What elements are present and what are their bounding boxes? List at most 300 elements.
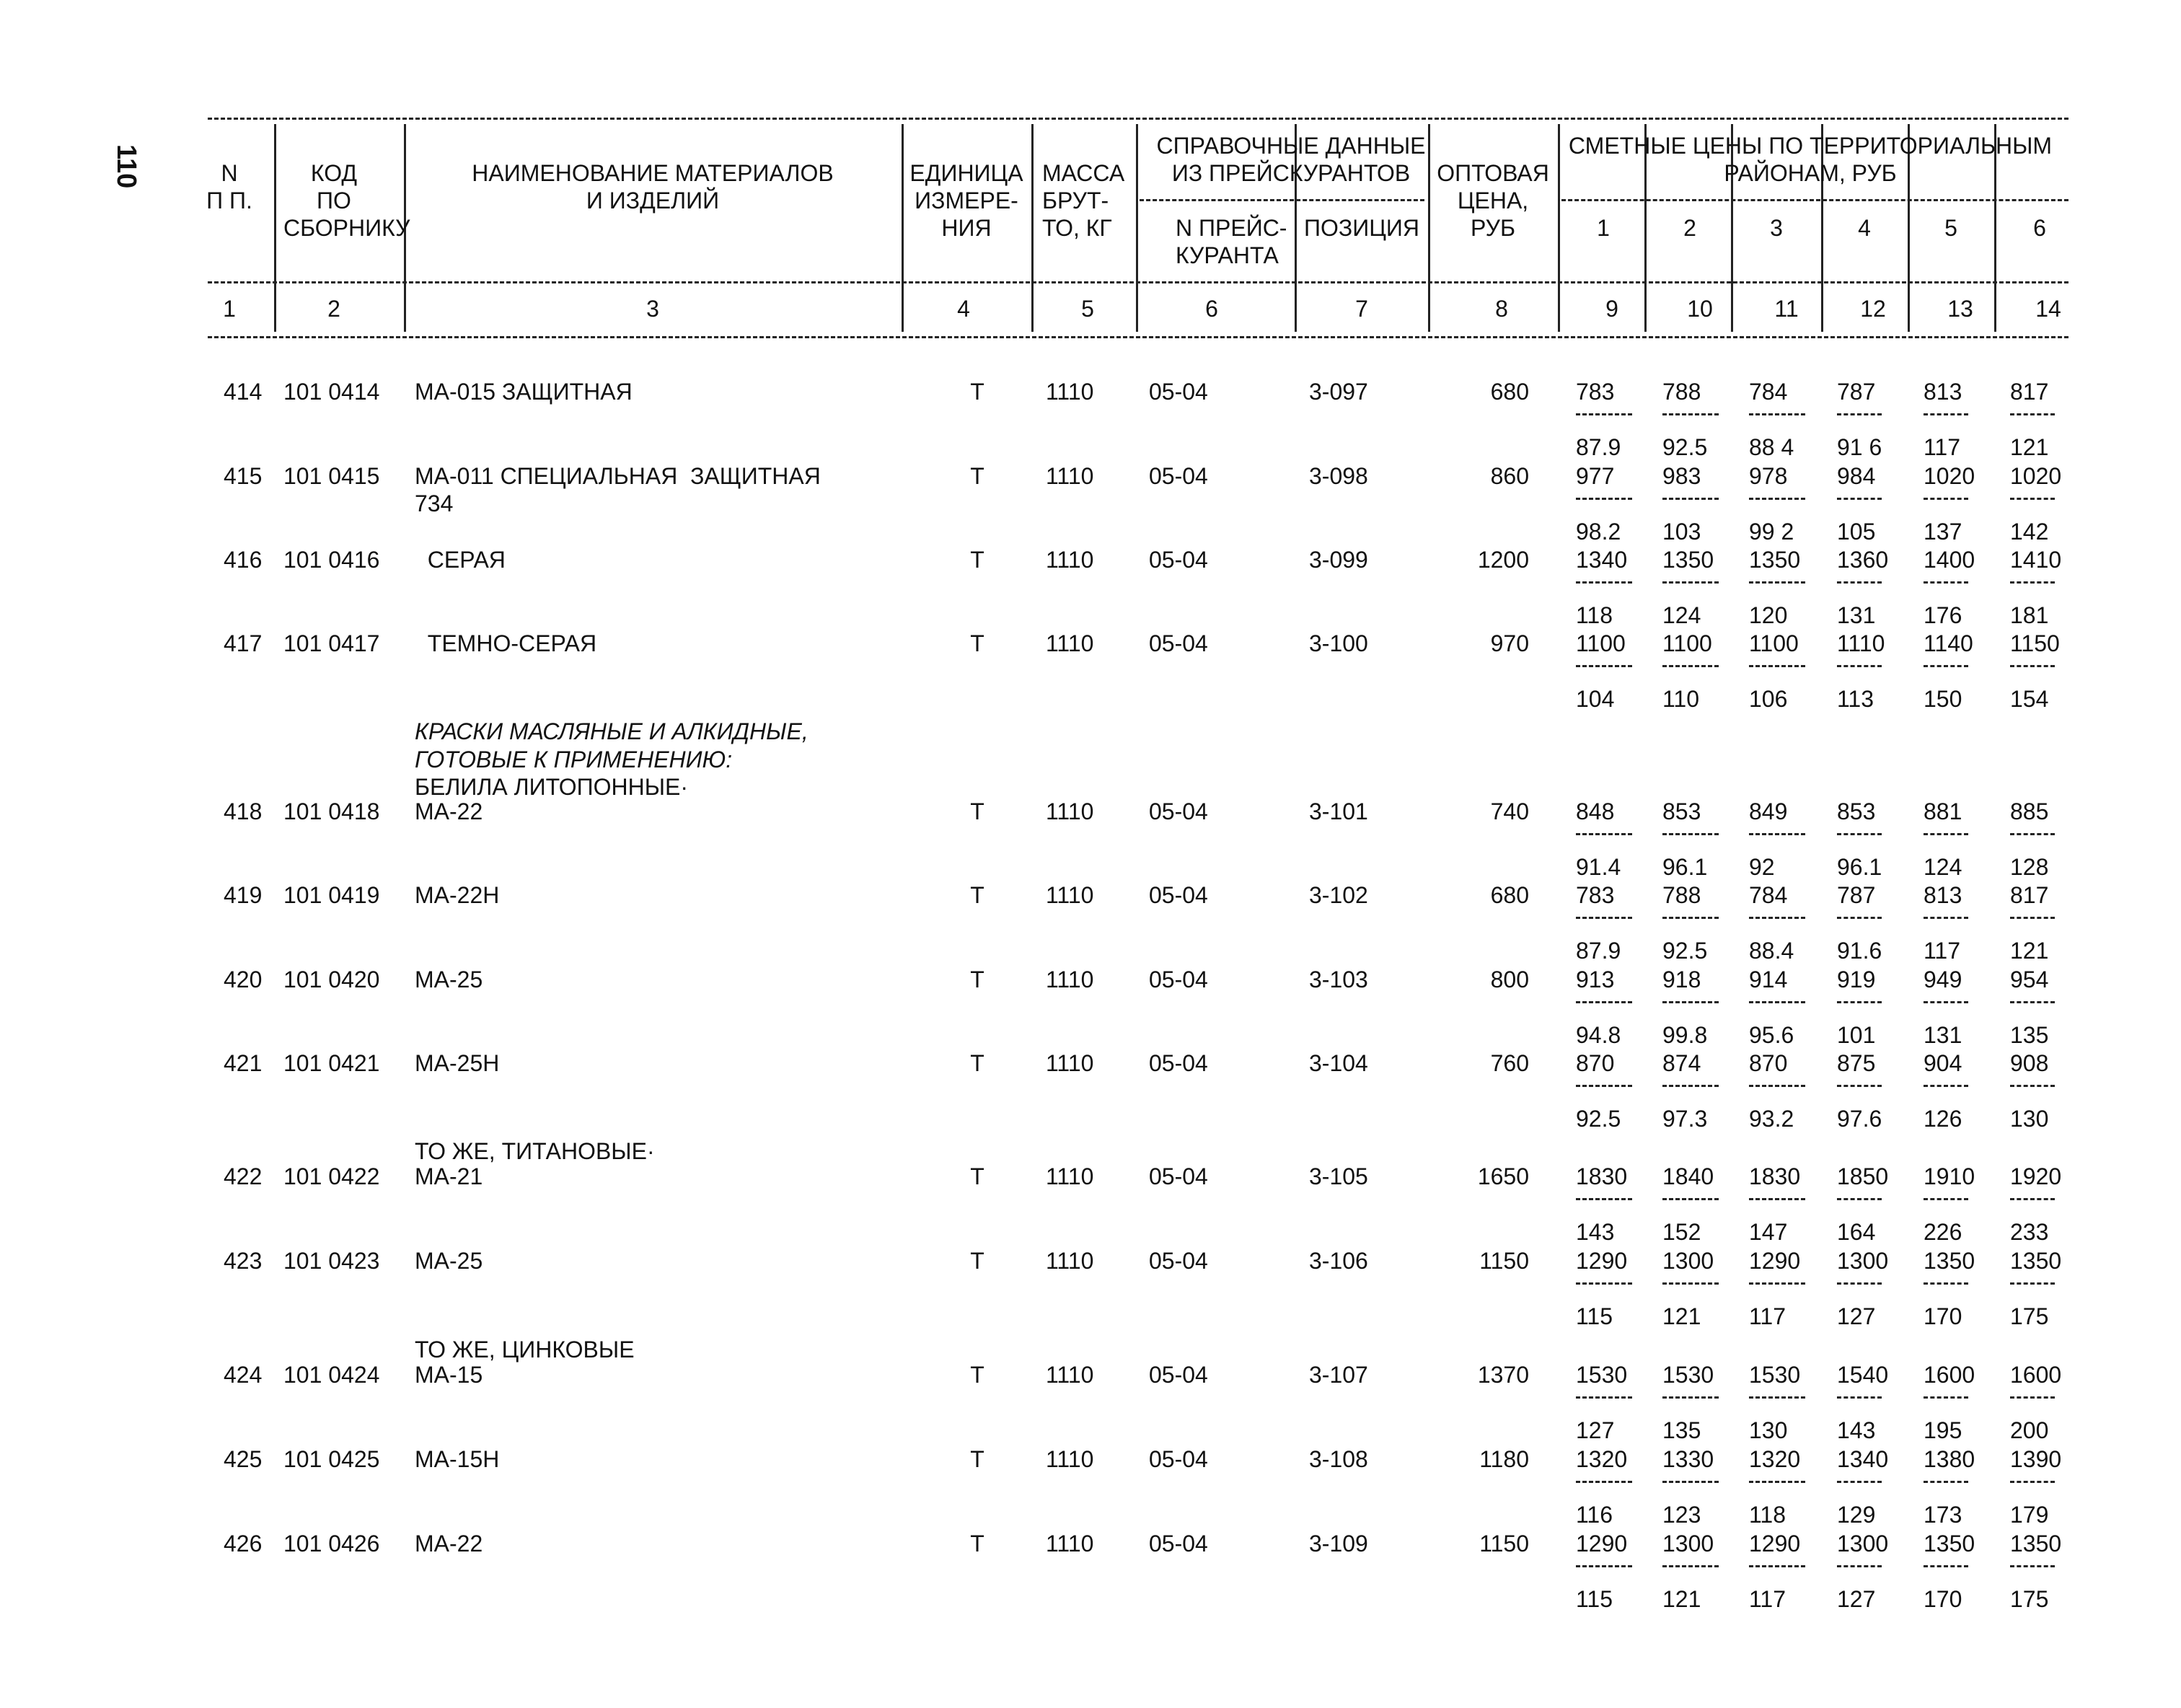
row-estimated-price: 1300 (1837, 1531, 1889, 1557)
row-number: 422 (224, 1163, 263, 1189)
row-transport-cost: 120 (1749, 602, 1788, 628)
row-pricelist: 05-04 (1149, 1446, 1208, 1472)
row-estimated-price: 853 (1837, 798, 1876, 824)
section-heading: КРАСКИ МАСЛЯНЫЕ И АЛКИДНЫЕ, (415, 718, 808, 744)
row-mass: 1110 (1046, 967, 1094, 992)
header-column-number: 11 (1774, 296, 1799, 322)
row-estimated-price: 1350 (2010, 1248, 2062, 1274)
fraction-bar (2010, 1396, 2055, 1399)
row-transport-cost: 117 (1924, 938, 1961, 964)
fraction-bar (2010, 498, 2055, 500)
row-wholesale-price: 1150 (1479, 1531, 1529, 1557)
row-transport-cost: 152 (1662, 1219, 1701, 1245)
row-estimated-price: 1350 (1662, 547, 1714, 573)
fraction-bar (1749, 1282, 1805, 1285)
row-estimated-price: 1600 (1924, 1362, 1975, 1388)
row-transport-cost: 135 (1662, 1417, 1701, 1443)
header-estimated-prices-label: РАЙОНАМ, РУБ (1724, 160, 1897, 186)
row-estimated-price: 1350 (1924, 1531, 1975, 1557)
row-transport-cost: 96.1 (1837, 854, 1882, 880)
row-mass: 1110 (1046, 1050, 1094, 1076)
row-name: ТЕМНО-СЕРАЯ (415, 630, 597, 656)
row-transport-cost: 170 (1924, 1586, 1962, 1612)
fraction-bar (1924, 665, 1968, 667)
fraction-bar (1749, 917, 1805, 919)
row-estimated-price: 870 (1749, 1050, 1788, 1076)
row-transport-cost: 195 (1924, 1417, 1962, 1443)
row-wholesale-price: 680 (1490, 882, 1529, 908)
fraction-bar (2010, 1198, 2055, 1200)
header-code-label: ПО (317, 188, 351, 214)
row-transport-cost: 143 (1576, 1219, 1615, 1245)
row-wholesale-price: 860 (1490, 463, 1529, 489)
row-mass: 1110 (1046, 463, 1094, 489)
fraction-bar (1837, 665, 1882, 667)
row-mass: 1110 (1046, 1446, 1094, 1472)
row-estimated-price: 914 (1749, 967, 1788, 992)
row-transport-cost: 97.6 (1837, 1106, 1882, 1132)
row-transport-cost: 127 (1576, 1417, 1615, 1443)
row-transport-cost: 123 (1662, 1502, 1701, 1528)
row-transport-cost: 127 (1837, 1303, 1876, 1329)
row-estimated-price: 919 (1837, 967, 1876, 992)
row-estimated-price: 918 (1662, 967, 1701, 992)
row-transport-cost: 233 (2010, 1219, 2049, 1245)
fraction-bar (1576, 833, 1632, 835)
row-estimated-price: 1100 (1576, 630, 1626, 656)
fraction-bar (1749, 1198, 1805, 1200)
row-mass: 1110 (1046, 379, 1094, 405)
row-code: 101 0420 (283, 967, 380, 992)
header-top-rule (208, 118, 2068, 120)
header-column-number: 5 (1081, 296, 1094, 322)
row-estimated-price: 1910 (1924, 1163, 1975, 1189)
row-pricelist: 05-04 (1149, 463, 1208, 489)
row-position: 3-108 (1309, 1446, 1368, 1472)
row-number: 418 (224, 798, 263, 824)
fraction-bar (1576, 1565, 1632, 1567)
row-transport-cost: 175 (2010, 1586, 2049, 1612)
row-position: 3-099 (1309, 547, 1368, 573)
row-estimated-price: 1830 (1576, 1163, 1628, 1189)
row-estimated-price: 1400 (1924, 547, 1975, 573)
row-code: 101 0422 (283, 1163, 380, 1189)
row-name: СЕРАЯ (415, 547, 506, 573)
row-transport-cost: 142 (2010, 519, 2049, 545)
fraction-bar (1837, 1198, 1882, 1200)
row-transport-cost: 115 (1576, 1303, 1613, 1329)
row-transport-cost: 135 (2010, 1022, 2049, 1048)
row-transport-cost: 91.6 (1837, 938, 1882, 964)
fraction-bar (1662, 917, 1719, 919)
fraction-bar (1749, 1396, 1805, 1399)
row-wholesale-price: 970 (1490, 630, 1529, 656)
header-column-number: 3 (646, 296, 659, 322)
row-mass: 1110 (1046, 882, 1094, 908)
row-name: МА-22 (415, 1531, 483, 1557)
header-column-divider (1428, 124, 1430, 332)
fraction-bar (1924, 581, 1968, 584)
row-transport-cost: 121 (2010, 434, 2049, 460)
row-estimated-price: 1290 (1576, 1248, 1628, 1274)
header-column-divider (1136, 124, 1138, 332)
row-transport-cost: 87.9 (1576, 938, 1621, 964)
row-estimated-price: 977 (1576, 463, 1615, 489)
fraction-bar (1576, 1001, 1632, 1003)
fraction-bar (1576, 665, 1632, 667)
row-estimated-price: 1380 (1924, 1446, 1975, 1472)
row-transport-cost: 130 (1749, 1417, 1788, 1443)
row-transport-cost: 115 (1576, 1586, 1613, 1612)
fraction-bar (2010, 1481, 2055, 1483)
row-estimated-price: 1290 (1749, 1248, 1801, 1274)
header-npp-label: N (221, 160, 238, 186)
page-number: 110 (111, 144, 141, 189)
header-region-number: 6 (2033, 215, 2046, 241)
row-estimated-price: 1100 (1749, 630, 1799, 656)
fraction-bar (2010, 1565, 2055, 1567)
row-position: 3-105 (1309, 1163, 1368, 1189)
fraction-bar (1924, 1565, 1968, 1567)
row-transport-cost: 116 (1576, 1502, 1613, 1528)
row-estimated-price: 788 (1662, 882, 1701, 908)
row-pricelist: 05-04 (1149, 1531, 1208, 1557)
header-column-number: 7 (1355, 296, 1368, 322)
fraction-bar (1837, 1396, 1882, 1399)
row-transport-cost: 94.8 (1576, 1022, 1621, 1048)
row-position: 3-103 (1309, 967, 1368, 992)
row-estimated-price: 1840 (1662, 1163, 1714, 1189)
row-unit: Т (970, 1163, 984, 1189)
fraction-bar (2010, 917, 2055, 919)
row-estimated-price: 904 (1924, 1050, 1962, 1076)
row-code: 101 0419 (283, 882, 380, 908)
row-mass: 1110 (1046, 1163, 1094, 1189)
header-region-number: 5 (1944, 215, 1957, 241)
row-transport-cost: 93.2 (1749, 1106, 1794, 1132)
header-wholesale-price-label: ЦЕНА, (1457, 188, 1529, 214)
row-estimated-price: 978 (1749, 463, 1788, 489)
row-name: МА-21 (415, 1163, 483, 1189)
row-estimated-price: 787 (1837, 882, 1876, 908)
row-name: МА-22Н (415, 882, 500, 908)
row-wholesale-price: 740 (1490, 798, 1529, 824)
header-unit-label: ИЗМЕРЕ- (915, 188, 1018, 214)
row-code: 101 0414 (283, 379, 380, 405)
fraction-bar (1924, 917, 1968, 919)
row-transport-cost: 150 (1924, 686, 1962, 712)
row-estimated-price: 817 (2010, 379, 2049, 405)
row-transport-cost: 124 (1662, 602, 1701, 628)
row-transport-cost: 129 (1837, 1502, 1876, 1528)
row-wholesale-price: 760 (1490, 1050, 1529, 1076)
row-estimated-price: 1330 (1662, 1446, 1714, 1472)
row-estimated-price: 1340 (1837, 1446, 1889, 1472)
row-number: 420 (224, 967, 263, 992)
row-pricelist: 05-04 (1149, 1163, 1208, 1189)
row-wholesale-price: 800 (1490, 967, 1529, 992)
row-transport-cost: 99.8 (1662, 1022, 1708, 1048)
row-estimated-price: 1020 (1924, 463, 1975, 489)
row-position: 3-098 (1309, 463, 1368, 489)
row-transport-cost: 164 (1837, 1219, 1876, 1245)
row-transport-cost: 121 (2010, 938, 2049, 964)
header-region-number: 4 (1858, 215, 1871, 241)
row-wholesale-price: 1370 (1477, 1362, 1529, 1388)
row-estimated-price: 1300 (1662, 1248, 1714, 1274)
row-number: 424 (224, 1362, 263, 1388)
table-top-rule (208, 336, 2068, 338)
row-transport-cost: 131 (1924, 1022, 1962, 1048)
header-pricelist-label: N ПРЕЙС- (1176, 215, 1287, 241)
fraction-bar (2010, 581, 2055, 584)
row-estimated-price: 1360 (1837, 547, 1889, 573)
row-code: 101 0425 (283, 1446, 380, 1472)
fraction-bar (1749, 1085, 1805, 1087)
row-name: МА-25 (415, 967, 483, 992)
header-column-number: 6 (1205, 296, 1218, 322)
row-estimated-price: 875 (1837, 1050, 1876, 1076)
row-estimated-price: 870 (1576, 1050, 1615, 1076)
row-transport-cost: 154 (2010, 686, 2049, 712)
row-estimated-price: 1350 (1924, 1248, 1975, 1274)
fraction-bar (1576, 413, 1632, 415)
row-estimated-price: 853 (1662, 798, 1701, 824)
row-mass: 1110 (1046, 1531, 1094, 1557)
section-heading: БЕЛИЛА ЛИТОПОННЫЕ· (415, 774, 689, 800)
row-position: 3-106 (1309, 1248, 1368, 1274)
row-transport-cost: 104 (1576, 686, 1615, 712)
row-estimated-price: 984 (1837, 463, 1876, 489)
row-transport-cost: 200 (2010, 1417, 2049, 1443)
row-estimated-price: 1300 (1662, 1531, 1714, 1557)
row-code: 101 0424 (283, 1362, 380, 1388)
row-position: 3-104 (1309, 1050, 1368, 1076)
fraction-bar (1837, 1282, 1882, 1285)
row-code: 101 0416 (283, 547, 380, 573)
fraction-bar (1837, 917, 1882, 919)
row-wholesale-price: 1200 (1477, 547, 1529, 573)
row-estimated-price: 784 (1749, 379, 1788, 405)
spravochnye-divider (1140, 199, 1424, 201)
fraction-bar (1924, 1481, 1968, 1483)
fraction-bar (2010, 833, 2055, 835)
row-transport-cost: 91 6 (1837, 434, 1882, 460)
fraction-bar (1662, 1396, 1719, 1399)
row-transport-cost: 92 (1749, 854, 1775, 880)
row-pricelist: 05-04 (1149, 379, 1208, 405)
row-transport-cost: 96.1 (1662, 854, 1708, 880)
fraction-bar (1662, 1001, 1719, 1003)
row-pricelist: 05-04 (1149, 798, 1208, 824)
row-position: 3-107 (1309, 1362, 1368, 1388)
row-number: 414 (224, 379, 263, 405)
row-pricelist: 05-04 (1149, 967, 1208, 992)
row-transport-cost: 124 (1924, 854, 1962, 880)
header-unit-label: ЕДИНИЦА (909, 160, 1023, 186)
row-name: МА-015 ЗАЩИТНАЯ (415, 379, 633, 405)
row-estimated-price: 1100 (1662, 630, 1712, 656)
row-estimated-price: 784 (1749, 882, 1788, 908)
header-code-label: СБОРНИКУ (283, 215, 410, 241)
fraction-bar (1576, 917, 1632, 919)
fraction-bar (1662, 1085, 1719, 1087)
header-column-number: 2 (327, 296, 340, 322)
row-transport-cost: 176 (1924, 602, 1962, 628)
row-unit: Т (970, 1248, 984, 1274)
row-unit: Т (970, 630, 984, 656)
row-transport-cost: 147 (1749, 1219, 1788, 1245)
header-column-number: 13 (1947, 296, 1973, 322)
row-name: МА-25Н (415, 1050, 500, 1076)
row-transport-cost: 88.4 (1749, 938, 1794, 964)
header-column-number: 14 (2035, 296, 2061, 322)
row-transport-cost: 121 (1662, 1586, 1701, 1612)
header-unit-label: НИЯ (941, 215, 992, 241)
row-unit: Т (970, 1531, 984, 1557)
header-column-divider (1558, 124, 1560, 332)
row-estimated-price: 1390 (2010, 1446, 2062, 1472)
row-position: 3-100 (1309, 630, 1368, 656)
header-code-label: КОД (310, 160, 358, 186)
row-transport-cost: 121 (1662, 1303, 1701, 1329)
row-estimated-price: 913 (1576, 967, 1615, 992)
row-number: 416 (224, 547, 263, 573)
row-transport-cost: 143 (1837, 1417, 1876, 1443)
fraction-bar (1662, 833, 1719, 835)
row-unit: Т (970, 967, 984, 992)
row-estimated-price: 1110 (1837, 630, 1885, 656)
row-transport-cost: 226 (1924, 1219, 1962, 1245)
row-transport-cost: 99 2 (1749, 519, 1794, 545)
row-estimated-price: 783 (1576, 379, 1615, 405)
row-name: 734 (415, 490, 454, 516)
row-estimated-price: 954 (2010, 967, 2049, 992)
header-mass-label: МАССА (1042, 160, 1125, 186)
fraction-bar (1662, 413, 1719, 415)
fraction-bar (1576, 1282, 1632, 1285)
header-name-label: И ИЗДЕЛИЙ (586, 188, 720, 214)
row-transport-cost: 118 (1749, 1502, 1786, 1528)
fraction-bar (2010, 1001, 2055, 1003)
row-unit: Т (970, 1362, 984, 1388)
row-estimated-price: 813 (1924, 882, 1962, 908)
row-estimated-price: 1320 (1576, 1446, 1628, 1472)
row-code: 101 0421 (283, 1050, 380, 1076)
header-reference-label: СПРАВОЧНЫЕ ДАННЫЕ (1156, 133, 1426, 159)
row-estimated-price: 1830 (1749, 1163, 1801, 1189)
row-estimated-price: 788 (1662, 379, 1701, 405)
row-estimated-price: 949 (1924, 967, 1962, 992)
row-code: 101 0423 (283, 1248, 380, 1274)
row-estimated-price: 1290 (1576, 1531, 1628, 1557)
header-column-divider (1031, 124, 1034, 332)
row-unit: Т (970, 1050, 984, 1076)
row-estimated-price: 783 (1576, 882, 1615, 908)
fraction-bar (1924, 1198, 1968, 1200)
fraction-bar (1576, 1198, 1632, 1200)
fraction-bar (1662, 1565, 1719, 1567)
row-pricelist: 05-04 (1149, 1362, 1208, 1388)
row-wholesale-price: 1150 (1479, 1248, 1529, 1274)
fraction-bar (1924, 1396, 1968, 1399)
fraction-bar (1837, 413, 1882, 415)
row-transport-cost: 126 (1924, 1106, 1962, 1132)
row-estimated-price: 1350 (2010, 1531, 2062, 1557)
row-estimated-price: 1150 (2010, 630, 2060, 656)
fraction-bar (1662, 581, 1719, 584)
row-estimated-price: 1140 (1924, 630, 1973, 656)
fraction-bar (1924, 413, 1968, 415)
fraction-bar (1837, 1481, 1882, 1483)
header-mass-label: БРУТ- (1042, 188, 1109, 214)
row-number: 426 (224, 1531, 263, 1557)
fraction-bar (1749, 665, 1805, 667)
fraction-bar (1662, 1481, 1719, 1483)
row-transport-cost: 131 (1837, 602, 1876, 628)
fraction-bar (1924, 1001, 1968, 1003)
row-transport-cost: 110 (1662, 686, 1700, 712)
row-mass: 1110 (1046, 1362, 1094, 1388)
section-heading: ТО ЖЕ, ТИТАНОВЫЕ· (415, 1138, 655, 1164)
row-pricelist: 05-04 (1149, 547, 1208, 573)
fraction-bar (2010, 665, 2055, 667)
header-region-number: 3 (1770, 215, 1783, 241)
header-region-number: 2 (1683, 215, 1696, 241)
row-unit: Т (970, 547, 984, 573)
fraction-bar (1837, 1001, 1882, 1003)
row-estimated-price: 1300 (1837, 1248, 1889, 1274)
fraction-bar (1576, 498, 1632, 500)
row-name: МА-22 (415, 798, 483, 824)
row-estimated-price: 849 (1749, 798, 1788, 824)
section-heading: ГОТОВЫЕ К ПРИМЕНЕНИЮ: (415, 747, 733, 772)
row-number: 417 (224, 630, 263, 656)
header-pricelist-label: КУРАНТА (1176, 242, 1279, 268)
row-transport-cost: 179 (2010, 1502, 2049, 1528)
row-unit: Т (970, 798, 984, 824)
row-transport-cost: 101 (1837, 1022, 1876, 1048)
fraction-bar (1576, 581, 1632, 584)
row-position: 3-101 (1309, 798, 1368, 824)
row-position: 3-109 (1309, 1531, 1368, 1557)
header-column-number: 8 (1495, 296, 1508, 322)
row-estimated-price: 1530 (1576, 1362, 1628, 1388)
fraction-bar (1749, 1565, 1805, 1567)
fraction-bar (1924, 1282, 1968, 1285)
row-code: 101 0418 (283, 798, 380, 824)
row-estimated-price: 1350 (1749, 547, 1801, 573)
fraction-bar (1749, 498, 1805, 500)
row-transport-cost: 118 (1576, 602, 1613, 628)
header-wholesale-price-label: РУБ (1471, 215, 1515, 241)
row-transport-cost: 117 (1924, 434, 1961, 460)
row-estimated-price: 817 (2010, 882, 2049, 908)
header-column-divider (274, 124, 276, 332)
header-region-number: 1 (1597, 215, 1610, 241)
row-estimated-price: 874 (1662, 1050, 1701, 1076)
fraction-bar (1837, 1085, 1882, 1087)
row-transport-cost: 117 (1749, 1586, 1786, 1612)
row-transport-cost: 128 (2010, 854, 2049, 880)
row-number: 419 (224, 882, 263, 908)
fraction-bar (2010, 413, 2055, 415)
row-pricelist: 05-04 (1149, 630, 1208, 656)
row-estimated-price: 1530 (1662, 1362, 1714, 1388)
fraction-bar (1749, 413, 1805, 415)
fraction-bar (2010, 1282, 2055, 1285)
row-estimated-price: 1410 (2010, 547, 2062, 573)
